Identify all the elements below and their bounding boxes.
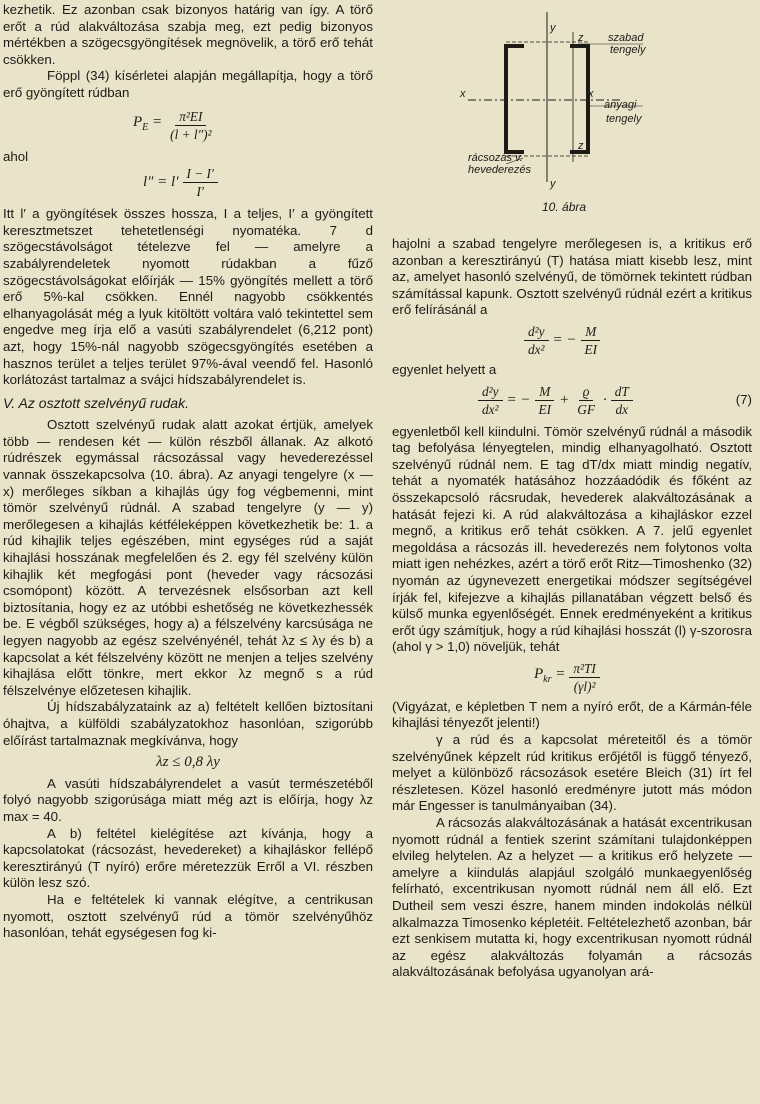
eq7-num3: ϱ <box>579 383 594 401</box>
formula-7 <box>474 383 752 418</box>
formula-l-lhs: l″ = l′ <box>143 174 179 191</box>
eq7-dot: · <box>602 391 607 408</box>
formula-pe-denominator: (l + l″)² <box>170 126 212 142</box>
formula-elastica <box>520 323 752 358</box>
formula-pe-sub: E <box>142 121 149 133</box>
x-left-label: x <box>460 88 466 100</box>
right-paragraph-5: γ a rúd és a kapcsolat méreteitől és a tömör szelvényűnek képzelt rúd kritikus erőjétől is függő tényező, melyet a különböző rácsozások esetére Bleich (31) írt fel részletesen. Közel hasonló eredményre jutott más módon már Engesser is tanulmányaiban (34). <box>392 732 752 814</box>
left-paragraph-6: A vasúti hídszabályrendelet a vasút természetéből folyó nagyobb szigorúsága miatt még azt is előírja, hogy λz max = 40. <box>3 775 373 824</box>
formula-pkr: $P_{kr}$ = $\frac{\text{π²TI}}{\text{(γl)²}}$ <box>534 660 752 695</box>
elastica-num2: M <box>581 323 600 341</box>
left-paragraph-7: A b) feltétel kielégítése azt kívánja, hogy a kapcsolatokat (rácsozást, hevedereket) a kihajláskor fellépő keresztirányú (T nyíró) erőre méretezzük Erről a VI. részben külön lesz szó. <box>3 825 373 891</box>
eq7-den2: EI <box>538 401 552 417</box>
z-bottom-label: z <box>578 140 584 152</box>
formula-l-numerator: I − I′ <box>183 165 218 183</box>
pkr-lhs: P <box>534 666 544 683</box>
eq7-number: (7) <box>735 391 752 407</box>
y-top-label: y <box>550 22 556 34</box>
left-paragraph-2: Föppl (34) kísérletei alapján megállapítja, hogy a törő erő gyöngített rúdban <box>3 68 373 100</box>
pkr-sub: kr <box>543 674 552 686</box>
anyagi-label-1: anyagi <box>604 99 637 111</box>
formula-lambda: λz ≤ 0,8 λy <box>156 754 220 771</box>
formula-pe-fraction <box>166 108 215 143</box>
racs-label-1: rácsozás v. <box>468 152 523 164</box>
eq7-num4: dT <box>611 383 633 401</box>
left-channel-shape <box>506 46 524 152</box>
formula-pe-lhs: P <box>133 113 143 130</box>
eq7-den3: GF <box>577 401 595 417</box>
right-column <box>392 236 752 981</box>
eq7-den4: dx <box>615 401 629 417</box>
left-paragraph-8: Ha e feltételek ki vannak elégítve, a centrikusan nyomott, osztott szelvényű rúd a tömör szelvényűhöz hasonlóan, tehát egységesen fog ki- <box>3 891 373 941</box>
figure-caption: 10. ábra <box>542 200 587 214</box>
z-top-label: z <box>578 32 584 44</box>
left-paragraph-3: Itt l′ a gyöngítések összes hossza, I a teljes, I′ a gyöngített keresztmetszet tehetetlenségi nyomatéka. 7 d szögecstávolságot tételezve fel — amelyre a szabályrendeletek nyomott rúdakban a fűző szögecstávolságokat előírják — 15% gyöngítés mellett a törő erő 5%-kal csökken. Ennél nagyobb csökkentés elhanyagolását még a lyuk kitöltött voltára való tekintettel sem engedve meg írja elő a vasúti szabályrendelet (6,212 pont) azt, hogy 15%-nál nagyobb szögecsgyöngítés esetében a hasznos terület a teljes terület 97%-ával veendő fel. Hasonló korlátozást tartalmaz a svájci hídszabályrendelet is. <box>3 206 373 388</box>
eq7-num: d²y <box>478 383 503 401</box>
elastica-num: d²y <box>524 323 549 341</box>
ahol-text: ahol <box>3 148 29 164</box>
right-paragraph-6: A rácsozás alakváltozásának a hatását excentrikusan nyomott rúdnál a fentiek szerint számítani tulajdonképpen elvileg helytelen. Az a helyzet — a kritikus erő helyzete — amelyre a kiindulás alapjául szolgáló munkaegyenlőség felírható, excentrikusan nyomott rúdnál nem áll elő. Ezt Dutheil sem veszi észre, hanem minden indokolás nélkül alkalmazza Timosenko képletéit. Feltételezhető azonban, bár ezt senkisem mutatta ki, hogy excentrikusan nyomott rúdnál az egész alakváltozás folyamán a rácsozás alakváltozásának befolyása ugyanolyan ará- <box>392 815 752 980</box>
section-heading: V. Az osztott szelvényű rudak. <box>3 394 189 411</box>
left-paragraph-1: kezhetik. Ez azonban csak bizonyos határig van így. A törő erőt a rúd alakváltozása szabja meg, ezt pedig bizonyos mértékben a szögecsgyöngítések megnövelik, a törő erő tehát csökken. <box>3 2 373 67</box>
eq7-den: dx² <box>482 401 499 417</box>
elastica-den2: EI <box>584 341 598 357</box>
elastica-eq: = − <box>552 332 577 349</box>
pkr-num: π²TI <box>569 660 599 678</box>
formula-pe-numerator: π²EI <box>175 108 206 126</box>
right-paragraph-3: egyenletből kell kiindulni. Tömör szelvényű rúdnál a második tag befolyása lényegtelen, mindig elhanyagolható. Osztott szelvényű rúdnál nem. E tag dT/dx miatt mindig negatív, tehát a nyomaték hatásához hozzáadódik és főként az összekapcsoló rácsrudak, hevederek alakváltozásának a hatását fejezi ki. A rúd alakváltozása a kihajláskor ezzel megnő, a kritikus erő tehát csökken. A 7. jelű egyenlet megoldása a rácsozás ill. hevederezés nem folytonos volta miatt igen nehézkes, azért a törő erőt Ritz—Timoshenko (32) nyomán az úgynevezett energetikai módszer segítségével írják fel, kifejezve a kihajlás pillanatában végzett belső és külső munka egyenlőségét. Ennek eredményeként a kritikus erőt úgy számítjuk, hogy a rúd kihajlási hosszát (l) γ-szorosra (ahol γ > 1,0) növeljük, tehát <box>392 423 752 655</box>
right-paragraph-1: hajolni a szabad tengelyre merőlegesen is, a kritikus erő azonban a keresztirányú (T) hatása miatt kisebb lesz, mint az, amelyet hasonló szelvényű, de tömörnek tekintett rúdban számítással kapunk. Osztott szelvényű rúdnál ezért a kritikus erő felírásánál a <box>392 236 752 318</box>
eq7-num2: M <box>535 383 554 401</box>
cross-section-diagram <box>438 2 760 224</box>
left-paragraph-5: Új hídszabályzataink az a) feltételt kellően biztosítani óhajtva, a külföldi szabályzatokhoz hasonlóan, szigorúbb előírást tartalmaznak megkívánva, hogy <box>3 699 373 748</box>
szabad-label-2: tengely <box>610 44 646 56</box>
formula-l-fraction <box>183 165 218 200</box>
figure-10 <box>438 2 760 224</box>
racs-label-2: hevederezés <box>468 164 531 176</box>
right-paragraph-2: egyenlet helyett a <box>392 361 497 377</box>
formula-l-denominator: I′ <box>196 184 204 200</box>
right-paragraph-4: (Vigyázat, e képletben T nem a nyíró erőt, de a Kármán-féle kihajlási tényezőt jelenti!) <box>392 698 752 731</box>
x-right-label: x <box>588 88 594 100</box>
anyagi-label-2: tengely <box>606 113 642 125</box>
left-column <box>3 2 373 942</box>
left-paragraph-4: Osztott szelvényű rudak alatt azokat értjük, amelyek több — rendesen két — külön részből állanak. Az alkotó rúdrészek egymással rácsozással vagy hevederezéssel vannak összekapcsolva (10. ábra). Az anyagi tengelyre (x — x) merőleges síkban a kihajlás úgy fog végbemenni, mint tömör szelvényű rúdnál. A szabad tengelyre (y — y) merőlegesen a kihajlás kétféleképpen következhetik be: 1. a rúd kihajlik teljes egészében, mint egységes rúd a saját kihajlási hosszának megfelelően és 2. egy fél szelvény külön kihajlik két megfogási pont (heveder vagy rácsozási csomópont) között. A tervezésnek elsősorban azt kell biztosítania, hogy ez az utóbbi eshetőség ne következhessék be. E végből szükséges, hogy a) a félszelvény karcsúsága ne legyen nagyobb az egész szelvényénél, tehát λz ≤ λy és b) a kapcsolat a két félszelvény között ne menjen a teljes szelvény kihajlása előtt tönkre, mert ekkor λz megnő s a rúd félszelvénye előzetesen kihajlik. <box>3 417 373 698</box>
eq7-plus: + <box>559 391 570 408</box>
formula-l <box>143 165 373 200</box>
pkr-den: (γl)² <box>573 678 596 694</box>
elastica-den: dx² <box>528 341 545 357</box>
szabad-label-1: szabad <box>608 32 644 44</box>
y-bottom-label: y <box>550 178 556 190</box>
formula-pe: $P_E$ = $\frac{\text{π²EI}}{\text{(l + l″)²}}$ <box>133 108 373 143</box>
eq7-eq: = − <box>506 391 531 408</box>
